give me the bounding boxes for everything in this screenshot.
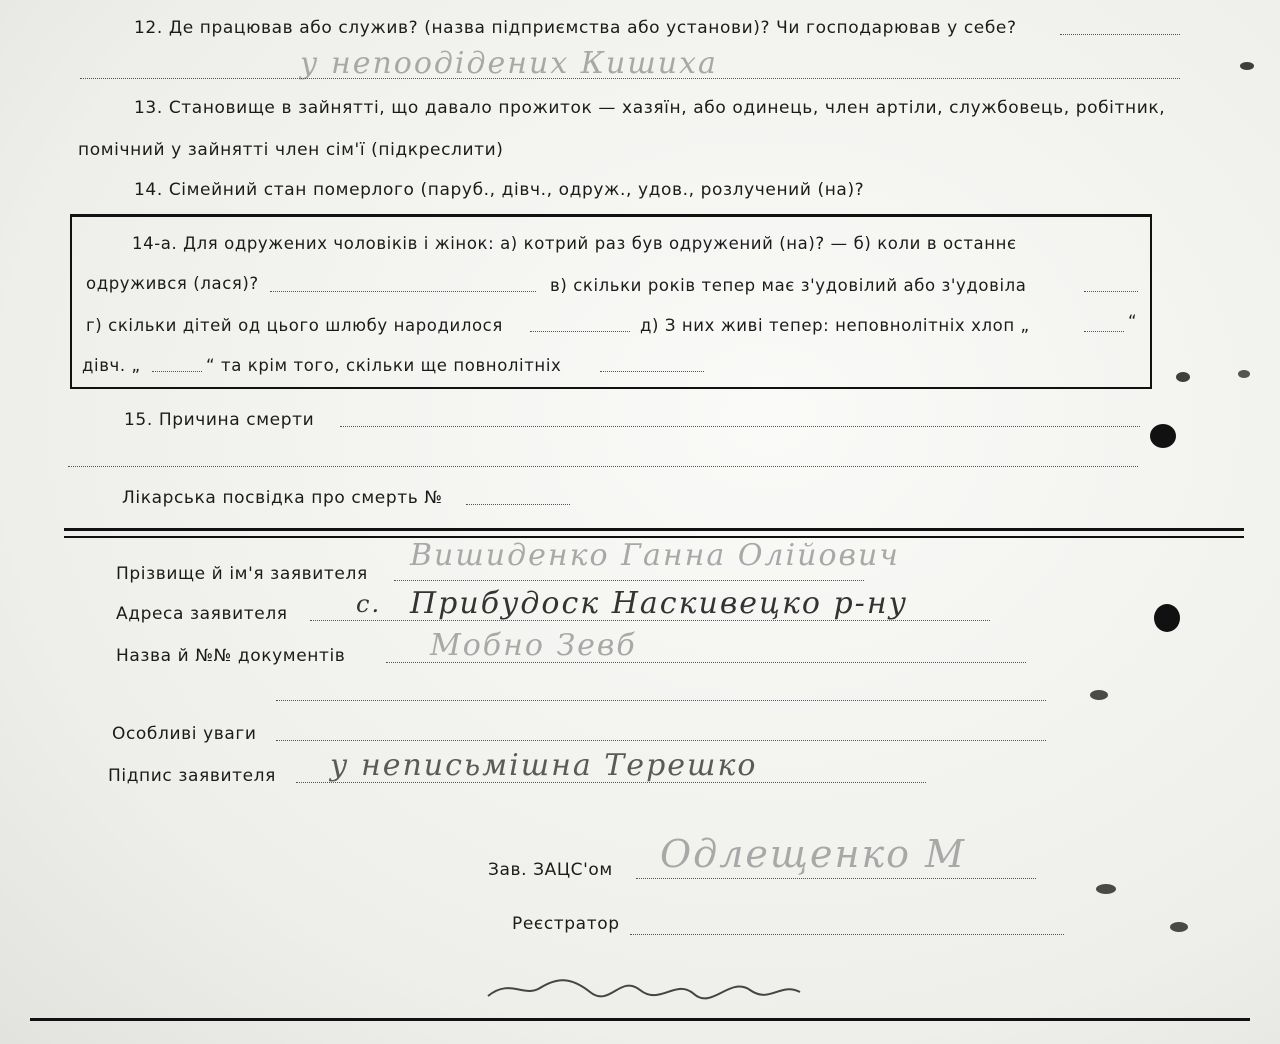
- registrar-line: [630, 934, 1064, 935]
- applicant-name-label: Прізвище й ім'я заявителя: [116, 564, 368, 584]
- applicant-address-handwritten: Прибудоск Наскивецко р-ну: [410, 586, 908, 621]
- q14a-line2-widowed: в) скільки років тепер має з'удовілий або з'удовіла: [550, 276, 1027, 295]
- medical-certificate-label: Лікарська посвідка про смерть №: [122, 488, 443, 508]
- q14a-line2-married: одружився (лася)?: [86, 274, 259, 293]
- ink-speck-4: [1096, 884, 1116, 894]
- q12-handwritten-answer: у непоодідених Кишиха: [300, 46, 718, 81]
- q14a-line1: 14-а. Для одружених чоловіків і жінок: а) котрий раз був одружений (на)? — б) коли в останнє: [132, 234, 1017, 253]
- q13-label-line1: 13. Становище в зайнятті, що давало прожиток — хазяїн, або одинець, член артіли, службовець, робітник,: [134, 98, 1166, 118]
- q14a-married-when-line: [270, 291, 536, 292]
- documents-handwritten: Мобно Зевб: [430, 628, 637, 663]
- q14a-line3-children: г) скільки дітей од цього шлюбу народилося: [86, 316, 503, 335]
- ink-speck-5: [1170, 922, 1188, 932]
- punch-hole-blot-2: [1154, 604, 1180, 632]
- punch-hole-blot-1: [1150, 424, 1176, 448]
- signature-handwritten: у неписьмішна Терешко: [330, 748, 758, 783]
- q14a-line3-living: д) З них живі тепер: неповнолітніх хлоп „: [640, 316, 1030, 335]
- bottom-scribble-icon: [480, 968, 810, 1008]
- q15-line: [340, 426, 1140, 427]
- remarks-line: [276, 740, 1046, 741]
- registrar-label: Реєстратор: [512, 914, 620, 934]
- q12-answer-line: [80, 78, 1180, 79]
- q14a-girls-line: [152, 371, 202, 372]
- q15-label: 15. Причина смерти: [124, 410, 315, 430]
- applicant-address-label: Адреса заявителя: [116, 604, 288, 624]
- applicant-name-handwritten: Вишиденко Ганна Олійович: [410, 538, 900, 573]
- q14a-children-line: [530, 331, 630, 332]
- q12-label: 12. Де працював або служив? (назва підприємства або установи)? Чи господарював у себе?: [134, 18, 1017, 38]
- q14a-line4-girls: дівч. „: [82, 356, 141, 375]
- remarks-label: Особливі уваги: [112, 724, 257, 744]
- ink-speck-6: [1238, 370, 1250, 378]
- ink-speck-2: [1240, 62, 1254, 70]
- page-bottom-rule: [30, 1018, 1250, 1021]
- applicant-name-line: [394, 580, 864, 581]
- q15-line2: [68, 466, 1138, 467]
- q14a-line4-adults: “ та крім того, скільки ще повнолітніх: [206, 356, 562, 375]
- zags-head-label: Зав. ЗАЦС'ом: [488, 860, 613, 880]
- q14a-adults-line: [600, 371, 704, 372]
- q14a-widowed-line: [1084, 291, 1138, 292]
- documents-label: Назва й №№ документів: [116, 646, 346, 666]
- signature-label: Підпис заявителя: [108, 766, 276, 786]
- section-divider-top: [64, 528, 1244, 531]
- q13-label-line2: помічний у зайнятті член сім'ї (підкреслити): [78, 140, 504, 160]
- q14a-line3-quote: “: [1128, 312, 1138, 331]
- medical-certificate-line: [466, 504, 570, 505]
- ink-speck-1: [1176, 372, 1190, 382]
- q14a-boys-line: [1084, 331, 1124, 332]
- zags-head-signature: Одлещенко М: [660, 832, 967, 876]
- q14-label: 14. Сімейний стан померлого (паруб., дівч., одруж., удов., розлучений (на)?: [134, 180, 865, 200]
- zags-head-line: [636, 878, 1036, 879]
- ink-speck-3: [1090, 690, 1108, 700]
- documents-line2: [276, 700, 1046, 701]
- applicant-address-prefix: с.: [356, 590, 382, 618]
- q12-line-end: [1060, 34, 1180, 35]
